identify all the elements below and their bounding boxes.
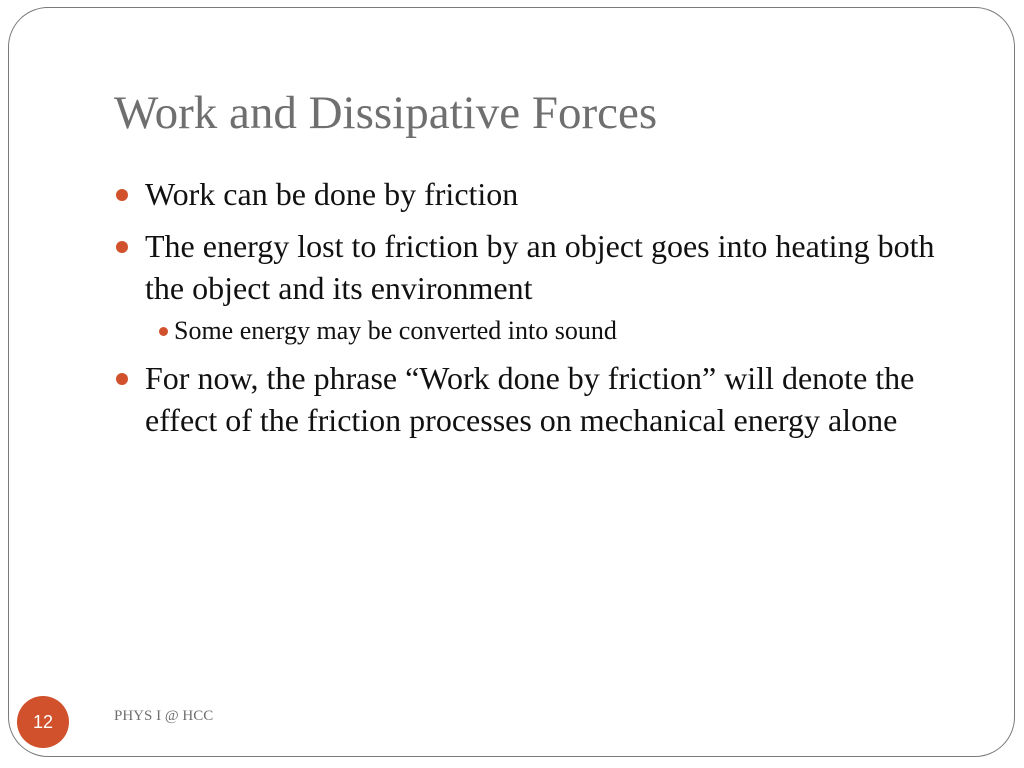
bullet-item — [114, 173, 954, 215]
bullet-item — [114, 357, 954, 441]
slide-body — [114, 173, 954, 451]
bullet-dot-icon — [116, 241, 128, 253]
bullet-text: Work can be done by friction — [145, 176, 519, 212]
sub-bullet-text: Some energy may be converted into sound — [174, 316, 617, 345]
bullet-list — [114, 173, 954, 441]
bullet-dot-icon — [159, 327, 168, 336]
sub-bullet-list — [145, 313, 954, 349]
slide-frame — [8, 7, 1015, 757]
slide-footer: PHYS I @ HCC — [114, 708, 214, 724]
slide-number-badge: 12 — [17, 696, 69, 748]
bullet-text: For now, the phrase “Work done by friction” will denote the effect of the friction processes on mechanical energy alone — [145, 360, 915, 438]
bullet-item — [114, 225, 954, 349]
slide-title: Work and Dissipative Forces — [114, 87, 658, 139]
bullet-dot-icon — [116, 373, 128, 385]
sub-bullet-item — [145, 313, 954, 349]
bullet-dot-icon — [116, 189, 128, 201]
bullet-text: The energy lost to friction by an object goes into heating both the object and its environment — [145, 228, 935, 306]
